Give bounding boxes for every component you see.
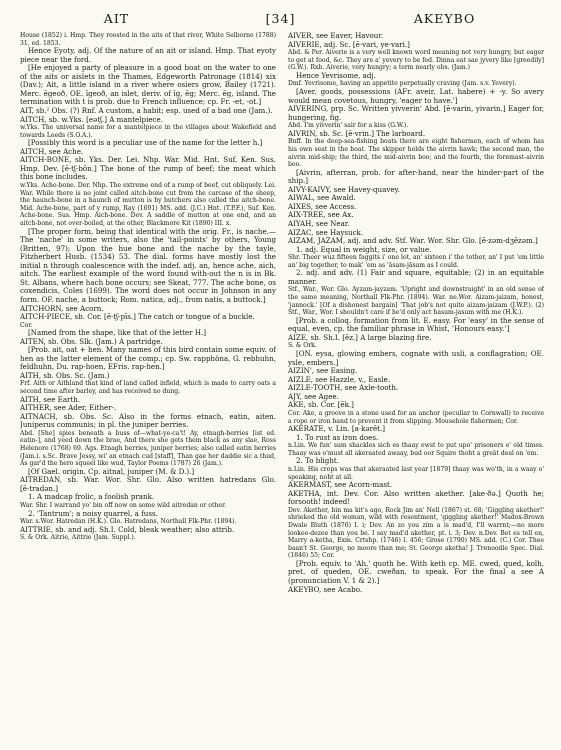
entry: AIX-TREE, see Ax. — [288, 210, 354, 220]
entry: AITTRIE, sb. and adj. Sh.I. Cold, bleak weather; also attrib. — [20, 524, 235, 534]
paragraph: [ON. eysa, glowing embers, cognate with usli, a conflagration; OE. ysle, embers.] — [288, 349, 544, 367]
citation: Frf. Aith or Aithland that kind of land called infield, which is made to carry oats a second time after barley, and has received no dung. — [20, 380, 276, 396]
entry: AITH, see Earth. — [20, 394, 81, 404]
citation: Abd. [She] spies beneath a buss of—what-ye-ca't! Ay, etnagh-berries [ist ed. eatin-], and yeed down the brae, And there she gets them black as any slae, Ross Helenore (1768) 69. Ags. Etnagh berries, juniper berries; also called eatin berries (Jam.). s.Sc. Brave Jessy, wi' an etnach cud [staff], Than gae her daddie sic a thud, As gar'd the hero squeel like wud, Taylor Poems (1787) 26 (Jam.). — [20, 429, 276, 468]
entry: AKERATE, v. Lin. [a·kərēt.] — [288, 424, 386, 434]
paragraph: [Named from the shape, like that of the letter H.] — [28, 328, 207, 338]
paragraph: [Aivrin, afterran, prob. for after-hand, near the hinder-part of the ship.] — [288, 167, 544, 186]
citation: War. Shr. I warrand yo' bin off now on some wild aitredan or other. — [20, 502, 227, 510]
paragraph: [Aver, goods, possessions (AFr. aveir, Lat. habere) + -y. So avery would mean covetous, hungry, 'eager to have.'] — [288, 87, 544, 105]
entry: AITCH-BONE, sb. Yks. Der. Lei. Nhp. War. Mid. Hnt. Suf. Ken. Sus. Hmp. Dev. [ē·tʃ-bōn.] The bone of the rump of beef; the meat which this bone includes. — [20, 155, 276, 182]
entry: AITCH, see Ache. — [20, 146, 84, 156]
entry: AIZE, sb. Sh.I. [ēz.] A large blazing fire. — [288, 332, 432, 342]
citation: Shr. Theer wuz fifteen faggits i' one lot, an' sixteen i' the tother, an' I put 'em little an' big together, to mak' 'em as 'āsam-jāsam as I could. — [288, 254, 544, 269]
left-column — [20, 32, 276, 744]
entry: AITNACH, sb. Obs. Sc. Also in the forms etnach, eatin, aiten. Juniperus communis; in pl. the juniper berries. — [20, 411, 276, 430]
citation: War. s.Wor. Hatredan (H.K.). Glo. Hatredans, Northall Flk-Phr. (1894). — [20, 518, 237, 526]
citation: Dev. Akether, bin ma kit's ago, Rock Jim an' Nell (1867) st. 68; 'Giggling akether!' shrieked the old woman, wild with resentment, 'giggling akether!' Madox-Brown Dwale Bluth (1876) I. i; Dev. An zo you zim a is mad'd, I'll warrnt;—no more lookee-dezee than you be. I say mad'd akether, pt. i. 3; Dev. n.Dev. Bet es tell en, Marry a-ketha, Exm. Crtshp. (1746) l. 456; Grose (1790) MS. add. (C.) Cor. Thee baan't St. George, no moore than me; St. George aketha! J. Trenoodle Spec. Dial. (1846) 55; Cor. — [288, 506, 544, 560]
paragraph: 2. 'Tantrum'; a noisy quarrel, a fuss. — [28, 508, 158, 518]
entry: AIVERIE, adj. Sc. [ē·vari, ye·vari.] — [288, 39, 410, 49]
entry: AIVER, see Eaver, Havour. — [288, 32, 384, 40]
paragraph: 2. To blight. — [296, 456, 340, 466]
running-head-right: AKEYBO — [413, 10, 476, 26]
entry: AIVRIN, sb. Sc. [ē·vrin.] The larboard. — [288, 128, 426, 138]
entry: AITCH-PIECE, sb. Cor. [ē·tʃ-pīs.] The catch or tongue of a buckle. — [20, 312, 255, 322]
entry: AITCH, sb. w.Yks. [eətʃ.] A mantelpiece. — [20, 114, 163, 124]
entry: AIXES, see Access. — [288, 201, 357, 211]
citation: S. & Ork. Aitrie, Aittrie (Jam. Suppl.). — [20, 534, 136, 542]
paragraph: Hence Eyoty, adj. Of the nature of an ait or island. Hmp. That eyoty piece near the ford. — [20, 46, 276, 64]
entry: AIWAL, see Awald. — [288, 193, 356, 203]
entry: AIT, sb.² Obs. (?) Rnf. A custom, a habit; esp. used of a bad one (Jam.). — [20, 106, 273, 116]
citation: Stf., War., Wor. Glo. Ayzam-jayzam. 'Upright and downstraight' in an old sense of the same meaning, Northall Flk-Phr. (1894). War. ne.Wor. Aizam-jaizam, honest, 'jannock.' [Of a dishonest bargain] 'That job's not quite aizam-jaizam (J.W.P.). (2) Stf., War., Wor. I shouldn't care if he'd only act hasum-jasum with me (H.K.). — [288, 286, 544, 317]
paragraph: [Of Gael. origin. Cp. aitnal, juniper (M. & D.).] — [28, 466, 195, 476]
entry: AJY, see Agee. — [288, 391, 339, 401]
paragraph: Hence Yevrisome, adj. — [296, 70, 376, 80]
running-head-left: AIT — [103, 10, 130, 26]
page-number: [34] — [265, 10, 296, 26]
entry: AITEN, sb. Obs. Slk. (Jam.) A partridge. — [20, 336, 163, 346]
citation: Cor. Ake, a groove in a stone used for an anchor (peculiar to Cornwall) to receive a rope or iron band to prevent it from slipping. Mousehole fishermen; Cor. — [288, 409, 544, 425]
citation: w.Yks. The universal name for a mantelpiece in the villages about Wakefield and towards Leeds (S.O.A.). — [20, 124, 276, 139]
citation: w.Yks. Ache-bone. Der. Nhp. The extreme end of a rump of beef, cut obliquely. Lei. War. While there is no joint called aitch-bone cut from the carcase of the sheep, the haunch-bone in a haunch of mutton is by butchers also called the aitch-bone. Mid. Ache-bone, part of y rump, Ray (1691) MS. add. (J.C.) Hnt. (T.P.F.), Suf. Ken. Ache-bone. Sus. Hmp. Aich-bone. Dev. A saddle of mutton at one end, and an aitch-bone, not over-boiled, at the other, Blackmore Kit (1890) III. x. — [20, 182, 276, 227]
entry: AIVY-KAIVY, see Havey-quavey. — [288, 184, 400, 194]
citation: Cor. — [20, 321, 33, 329]
entry: AIZIN', see Easing. — [288, 366, 358, 376]
citation: House (1852) i. Hmp. They roosted in the aits of that river, White Selborne (1788) 31, ed. 1853. — [20, 32, 276, 47]
entry: AIZAC, see Haysuck. — [288, 227, 364, 237]
citation: Bnff. In the deep-sea-fishing boats there are eight fishermen, each of whom has his own seat in the boat. The skipper holds the aivrin hawk; the second man, the aivrin mid-ship; the third, the mid-aivrin boo; and the fourth, the foremast-aivrin boo. — [288, 138, 544, 169]
entry: AIZLE, see Hazzle, v., Easle. — [288, 374, 391, 384]
paragraph: [Possibly this word is a peculiar use of the name for the letter h.] — [28, 138, 263, 148]
entry: AITH, sb. Obs. Sc. (Jam.) — [20, 370, 110, 380]
entry: AKEYBO, see Acabo. — [288, 584, 363, 594]
right-column — [288, 32, 544, 744]
paragraph: [Prob. ait, oat + hen. Many names of this bird contain some equiv. of hen as the latter element of the comp.; cp. Sw. rapphöna, G. rebhuhn, feldhuhn, Du. rap-hoen, EFris. rap-hen.] — [20, 345, 276, 372]
citation: n.Lin. We fun' sum shackles sich es thaay ewst to put upo' prisoners e' old times. Thaay was o'must all akeraated awaay, bud oor Squire thoht a greät deal on 'em. — [288, 442, 544, 457]
paragraph: 1. adj. Equal in weight, size, or value. — [296, 244, 432, 254]
entry: AIYAH, see Near. — [288, 219, 350, 228]
paragraph: 1. To rust as iron does. — [296, 432, 379, 442]
entry: AIZAM, JAZAM, adj. and adv. Stf. War. Wor. Shr. Glo. [ē·zəm-dʒēzəm.] — [288, 236, 538, 246]
entry: AKE, sb. Cor. [ēk.] — [288, 400, 354, 410]
paragraph: [Prob. equiv. to 'Ah,' quoth he. With keth cp. ME. cwed, qued, kolh, pret. of queden, OE. cweðan, to speak. For the final a see A (pronunciation V. 1 & 2).] — [288, 558, 544, 585]
paragraph: [The proper form, being that identical with the orig. Fr., is nache.—The 'nache' in some writers, also the 'tail-points' by others, Young (Britten, 97); Upon the hue bone and the nache by the tayle, Fitzherbert Husb. (1534) 53. The dial. forms have mostly lost the initial n through coalescence with the indef. adj. an, hence ache, aich, aitch. The earliest example of the word found with-out the n is in Bk. St. Albans, where hach bone occurs; see Skeat, 777. The ache bone, os coxendicis, Coles (1699). The word does not occur in Johnson in any form. OF. nache, a buttock; Rom. natica, adj., from natis, a buttock.] — [20, 226, 276, 304]
page-header — [22, 8, 539, 28]
entry: AIVERING, prp. Sc. Written yivverin' Abd. [ē·varin, yivarin.] Eager for, hungering, fig. — [288, 104, 544, 122]
entry: AIZLE-TOOTH, see Axle-tooth. — [288, 383, 399, 393]
paragraph: 2. adj. and adv. (1) Fair and square, equitable; (2) in an equitable manner. — [288, 268, 544, 286]
paragraph: [He enjoyed a party of pleasure in a good boat on the water to one of the aits or aislets in the Thames, Edgeworth Patronage (1814) xix (Dav.); Ait, a little island in a river where osiers grow, Bailey (1721). Merc. ēgeoð, OE. īgeoð, an islet, deriv. of īg, ēg; Merc. ēg, island. The termination with t is prob. due to French influence; cp. Fr. -et, -ot.] — [20, 63, 276, 107]
citation: S. & Ork. — [288, 342, 317, 350]
citation: Abd. I'm yivverin' sair for a kiss (G.W.). — [288, 122, 409, 130]
entry: AKETHA, int. Dev. Cor. Also written akether. [ake·ðə.] Quoth he; forsooth! indeed! — [288, 488, 544, 507]
paragraph: 1. A madcap frolic, a foolish prank. — [28, 492, 155, 502]
citation: n.Lin. His crops was that akeraated last year [1879] thaay was wo'th, in a waay o' speaking, noht at all. — [288, 465, 544, 481]
paragraph: [Prob. a colloq. formation from lit. E. easy. For 'easy' in the sense of equal, even, cp. the familiar phrase in Whist, 'Honours easy.'] — [288, 315, 544, 334]
entry: AKERMAST, see Acorn-mast. — [288, 480, 393, 490]
citation: Dmf. Yevrisome, having an appetite perpetually craving (Jam. s.v. Yevery). — [288, 80, 517, 88]
entry: AITCHORN, see Acorn. — [20, 303, 104, 313]
citation: Abd. & Per. Aiverie is a very well known word meaning not very hungry, but eager to get at food, &c. They are a' yevery to be fed. Dinna eat sae jyvery like [greedily] (G.W.). Rxb. Aiverie, very hungry; a term nearly obs. (Jam.) — [288, 49, 544, 72]
entry: AITHER, see Ader, Either-. — [20, 403, 117, 413]
entry: AITREDAN, sb. War. Wor. Shr. Glo. Also written hatredans Glo. [ē·tradən.] — [20, 475, 276, 493]
